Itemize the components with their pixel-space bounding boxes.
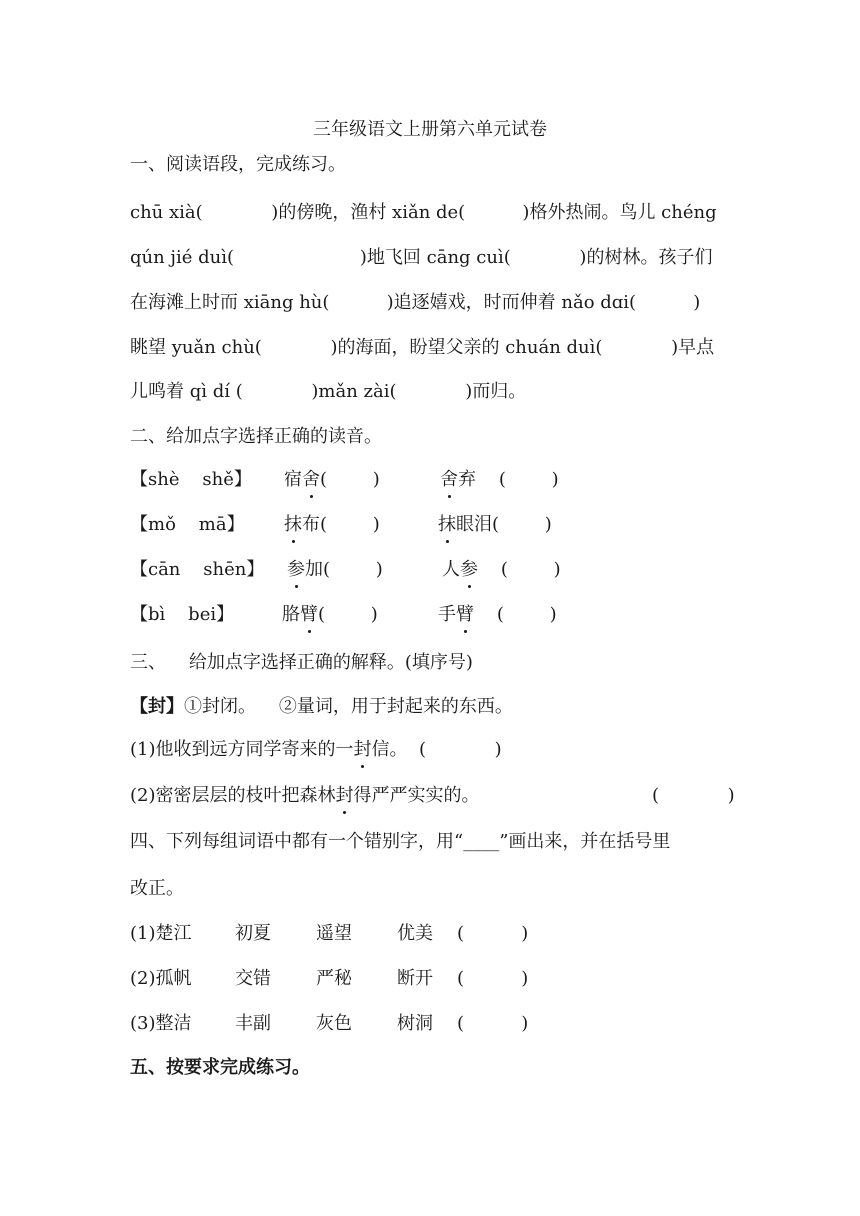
- dotted-char: 抹: [284, 514, 302, 535]
- word: 交错: [235, 968, 271, 989]
- word: (1)楚江: [130, 923, 192, 944]
- word: 丰副: [235, 1013, 271, 1034]
- section4-heading-cont: 改正。: [130, 878, 184, 899]
- section5-heading: 五、按要求完成练习。: [130, 1057, 310, 1078]
- word: 严秘: [316, 968, 352, 989]
- pronunciation-options: 【cān shēn】: [130, 559, 265, 580]
- word: 初夏: [235, 923, 271, 944]
- word-item-1: 参加( ): [287, 559, 383, 580]
- definition-key: 【封】: [130, 696, 184, 717]
- word: (3)整洁: [130, 1013, 192, 1034]
- dotted-char: 封: [335, 785, 354, 806]
- word-item-2: 抹眼泪( ): [438, 514, 552, 535]
- word: (2)孤帆: [130, 968, 192, 989]
- pronunciation-options: 【shè shě】: [130, 469, 252, 490]
- pronunciation-options: 【mǒ mā】: [130, 514, 245, 535]
- passage-line-5: 儿鸣着 qì dí ( )mǎn zài( )而归。: [130, 381, 527, 402]
- word: 优美: [397, 923, 433, 944]
- word-item-1: 胳臂( ): [282, 604, 378, 625]
- word-item-1: 宿舍( ): [284, 469, 380, 490]
- answer-blank: ( ): [457, 968, 529, 989]
- word: 灰色: [316, 1013, 352, 1034]
- dotted-char: 封: [353, 739, 372, 760]
- section1-heading: 一、阅读语段，完成练习。: [130, 154, 346, 175]
- page-title: 三年级语文上册第六单元试卷: [313, 119, 547, 140]
- section4-heading: 四、下列每组词语中都有一个错别字，用“____”画出来，并在括号里: [130, 831, 671, 852]
- passage-line-2: qún jié duì( )地飞回 cāng cuì( )的树林。孩子们: [130, 247, 713, 268]
- passage-line-4: 眺望 yuǎn chù( )的海面，盼望父亲的 chuán duì( )早点: [130, 337, 715, 358]
- definition-line: [130, 695, 513, 719]
- passage-line-1: chū xià( )的傍晚，渔村 xiǎn de( )格外热闹。鸟儿 chéng: [130, 202, 717, 223]
- dotted-char: 参: [287, 559, 305, 580]
- word-item-1: 抹布( ): [284, 514, 380, 535]
- answer-blank: ( ): [457, 923, 529, 944]
- word-item-2: 舍弃 ( ): [440, 469, 559, 490]
- section3-heading: 三、 给加点字选择正确的解释。(填序号): [130, 652, 473, 673]
- dotted-char: 抹: [438, 514, 456, 535]
- dotted-char: 臂: [300, 604, 318, 625]
- answer-blank: ( ): [457, 1013, 529, 1034]
- passage-line-3: 在海滩上时而 xiāng hù( )追逐嬉戏，时而伸着 nǎo dɑi( ): [130, 292, 701, 313]
- word: 断开: [397, 968, 433, 989]
- dotted-char: 舍: [302, 469, 320, 490]
- dotted-char: 臂: [456, 604, 474, 625]
- answer-blank: ( ): [652, 785, 735, 806]
- question-1: (1)他收到远方同学寄来的一封信。 ( ): [130, 739, 502, 760]
- dotted-char: 参: [460, 559, 478, 580]
- section2-heading: 二、给加点字选择正确的读音。: [130, 426, 382, 447]
- word-item-2: 人参 ( ): [442, 559, 561, 580]
- question-2: (2)密密层层的枝叶把森林封得严严实实的。: [130, 785, 480, 806]
- pronunciation-options: 【bì bei】: [130, 604, 235, 625]
- definition-text: ①封闭。 ②量词，用于封起来的东西。: [184, 696, 513, 717]
- dotted-char: 舍: [440, 469, 458, 490]
- word: 树洞: [397, 1013, 433, 1034]
- word-item-2: 手臂 ( ): [438, 604, 557, 625]
- word: 遥望: [316, 923, 352, 944]
